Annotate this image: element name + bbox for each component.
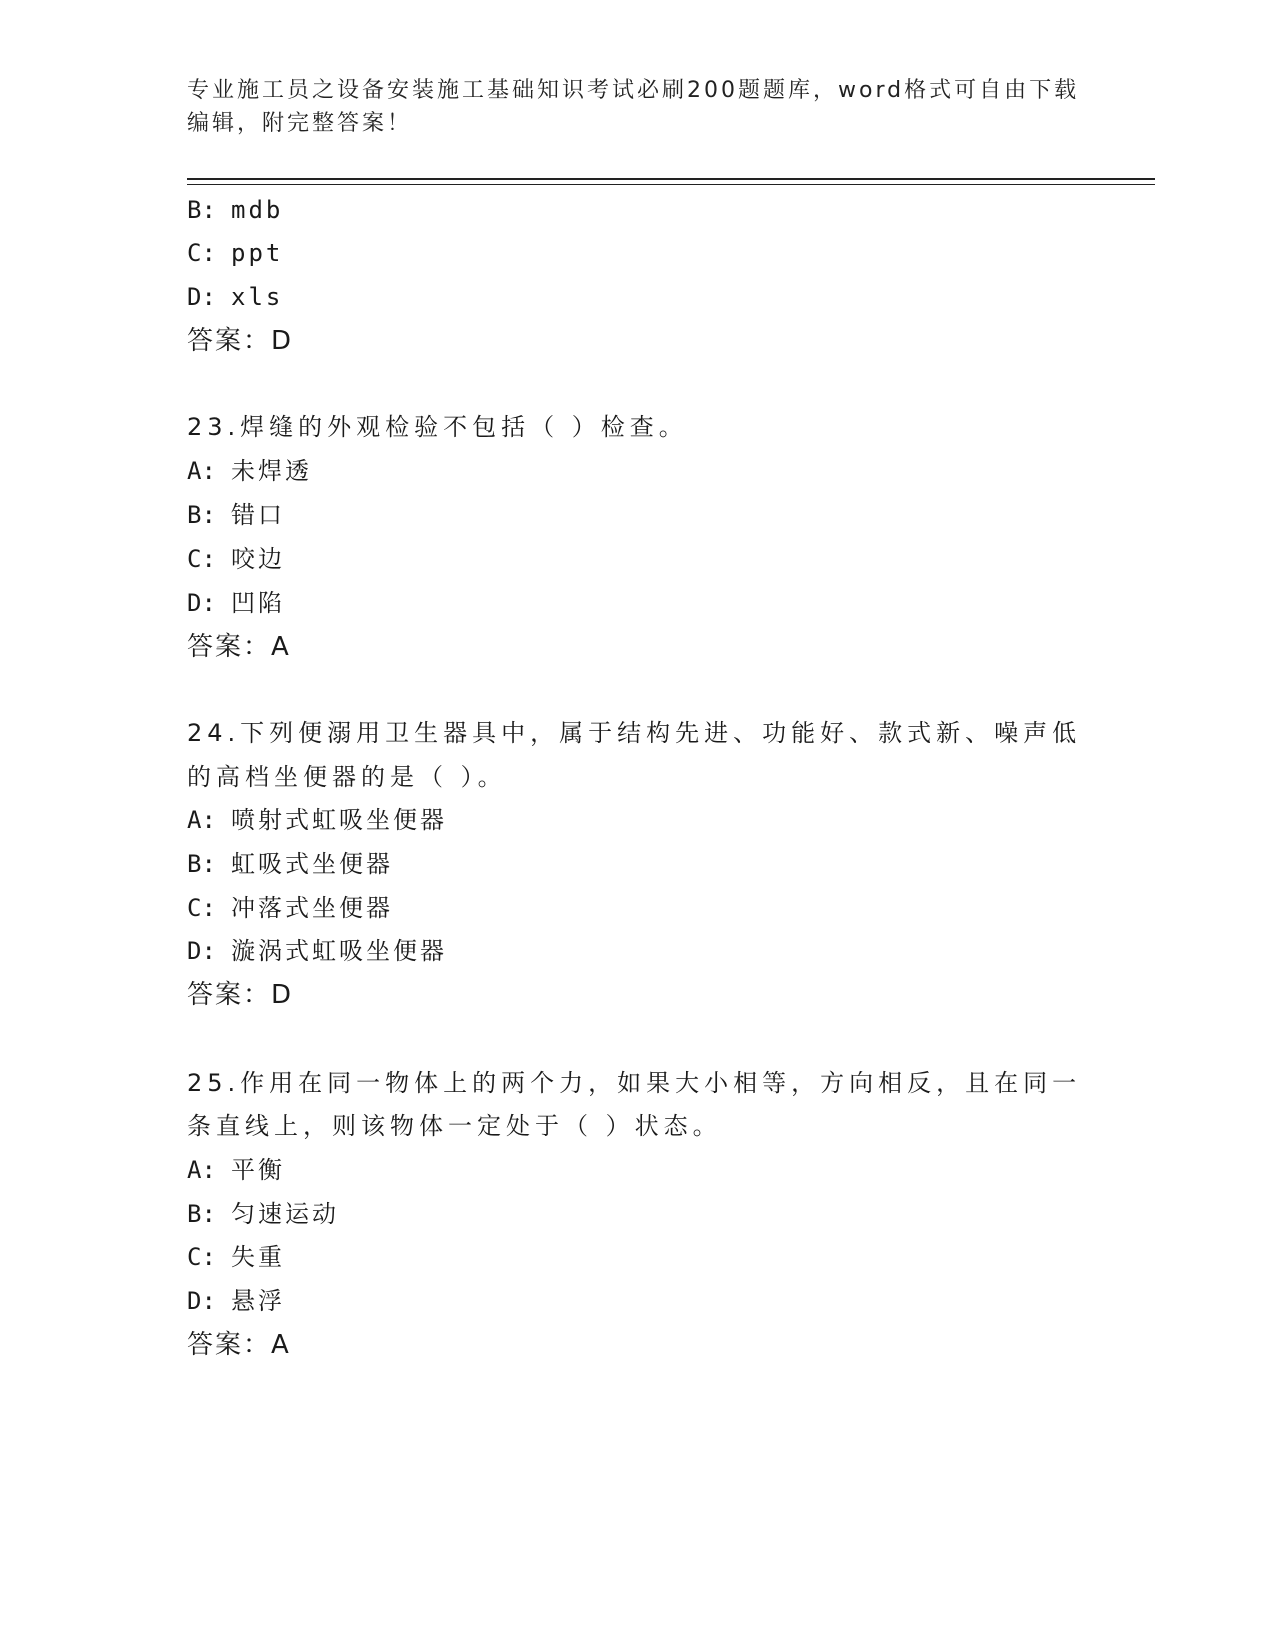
question-25-answer: 答案：A (187, 1330, 291, 1360)
question-24-text-line-2: 的高档坐便器的是（ ）。 (187, 763, 507, 791)
option-b: B: mdb (187, 196, 284, 224)
question-24-option-c: C: 冲落式坐便器 (187, 894, 393, 922)
question-25-text-line-2: 条直线上，则该物体一定处于（ ）状态。 (187, 1112, 722, 1140)
question-25-option-c: C: 失重 (187, 1243, 285, 1271)
header-divider-thick (187, 178, 1155, 180)
question-25-text-line-1: 25.作用在同一物体上的两个力，如果大小相等，方向相反，且在同一 (187, 1069, 1082, 1097)
option-d: D: xls (187, 283, 284, 311)
header-line-1: 专业施工员之设备安装施工基础知识考试必刷200题题库，word格式可自由下载 (187, 78, 1080, 103)
question-24-option-d: D: 漩涡式虹吸坐便器 (187, 937, 447, 965)
question-24-text-line-1: 24.下列便溺用卫生器具中，属于结构先进、功能好、款式新、噪声低 (187, 719, 1082, 747)
option-c: C: ppt (187, 239, 284, 267)
question-23-option-d: D: 凹陷 (187, 589, 285, 617)
answer-line: 答案：D (187, 326, 294, 356)
question-24-option-a: A: 喷射式虹吸坐便器 (187, 806, 447, 834)
question-23-answer: 答案：A (187, 632, 291, 662)
header-line-2: 编辑，附完整答案！ (187, 111, 413, 136)
header-divider-thin (187, 184, 1155, 185)
question-25-option-a: A: 平衡 (187, 1156, 285, 1184)
question-24-answer: 答案：D (187, 980, 294, 1010)
question-23-option-b: B: 错口 (187, 501, 285, 529)
document-header (187, 74, 1087, 140)
question-23-option-c: C: 咬边 (187, 545, 285, 573)
question-23-option-a: A: 未焊透 (187, 457, 312, 485)
question-24-option-b: B: 虹吸式坐便器 (187, 850, 393, 878)
question-25-option-b: B: 匀速运动 (187, 1200, 339, 1228)
question-23-text: 23.焊缝的外观检验不包括（ ）检查。 (187, 413, 688, 441)
question-25-option-d: D: 悬浮 (187, 1287, 285, 1315)
